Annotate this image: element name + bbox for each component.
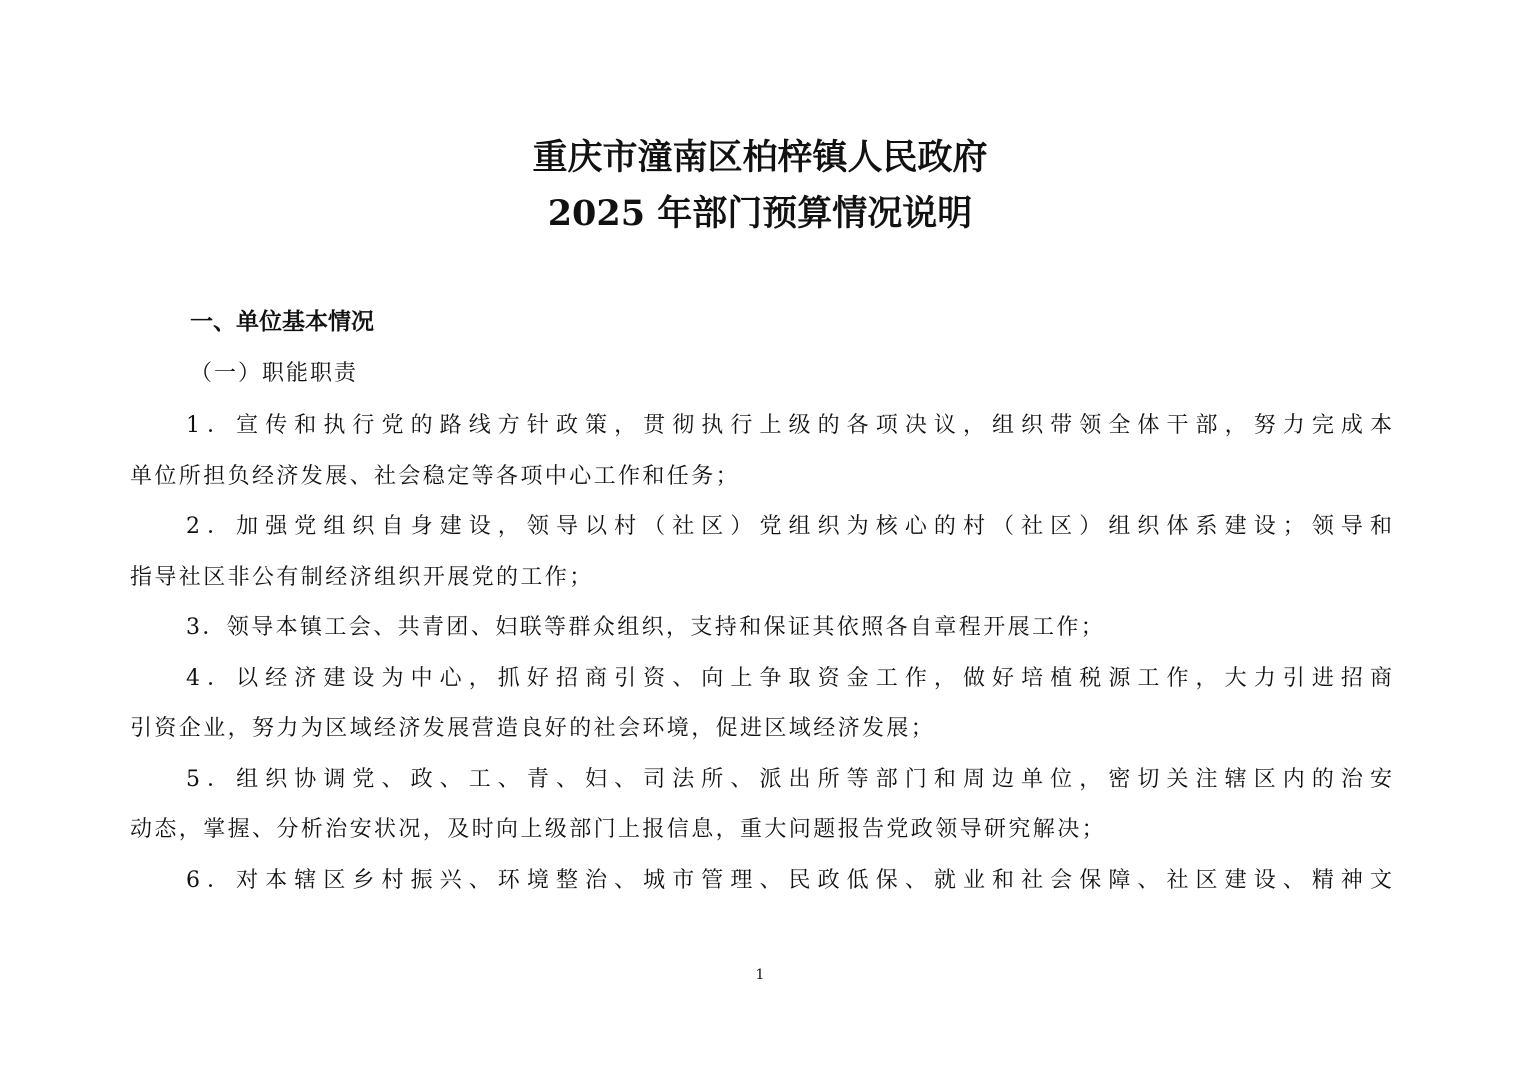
paragraph-line: 动态，掌握、分析治安状况，及时向上级部门上报信息，重大问题报告党政领导研究解决； (130, 817, 1107, 842)
paragraph-line: 4．以经济建设为中心，抓好招商引资、向上争取资金工作，做好培植税源工作，大力引进招商 (186, 666, 1392, 691)
paragraph-line: 5．组织协调党、政、工、青、妇、司法所、派出所等部门和周边单位，密切关注辖区内的治安 (186, 767, 1392, 792)
paragraph-line: 单位所担负经济发展、社会稳定等各项中心工作和任务； (130, 464, 741, 489)
section-heading: 一、单位基本情况 (190, 309, 374, 335)
paragraph-line: 3．领导本镇工会、共青团、妇联等群众组织，支持和保证其依照各自章程开展工作； (186, 615, 1106, 640)
paragraph-line: 2．加强党组织自身建设，领导以村（社区）党组织为核心的村（社区）组织体系建设；领导和 (186, 514, 1392, 539)
paragraph-line: 指导社区非公有制经济组织开展党的工作； (130, 565, 594, 590)
paragraph-line: 1．宣传和执行党的路线方针政策，贯彻执行上级的各项决议，组织带领全体干部，努力完成本 (186, 413, 1392, 438)
page-number: 1 (755, 967, 765, 983)
document-title-line2: 2025 年部门预算情况说明 (547, 193, 973, 234)
sub-heading: （一）职能职责 (190, 361, 359, 386)
paragraph-line: 6．对本辖区乡村振兴、环境整治、城市管理、民政低保、就业和社会保障、社区建设、精神文 (186, 868, 1392, 893)
document-title-line1: 重庆市潼南区柏梓镇人民政府 (532, 137, 988, 178)
paragraph-line: 引资企业，努力为区域经济发展营造良好的社会环境，促进区域经济发展； (130, 716, 936, 741)
